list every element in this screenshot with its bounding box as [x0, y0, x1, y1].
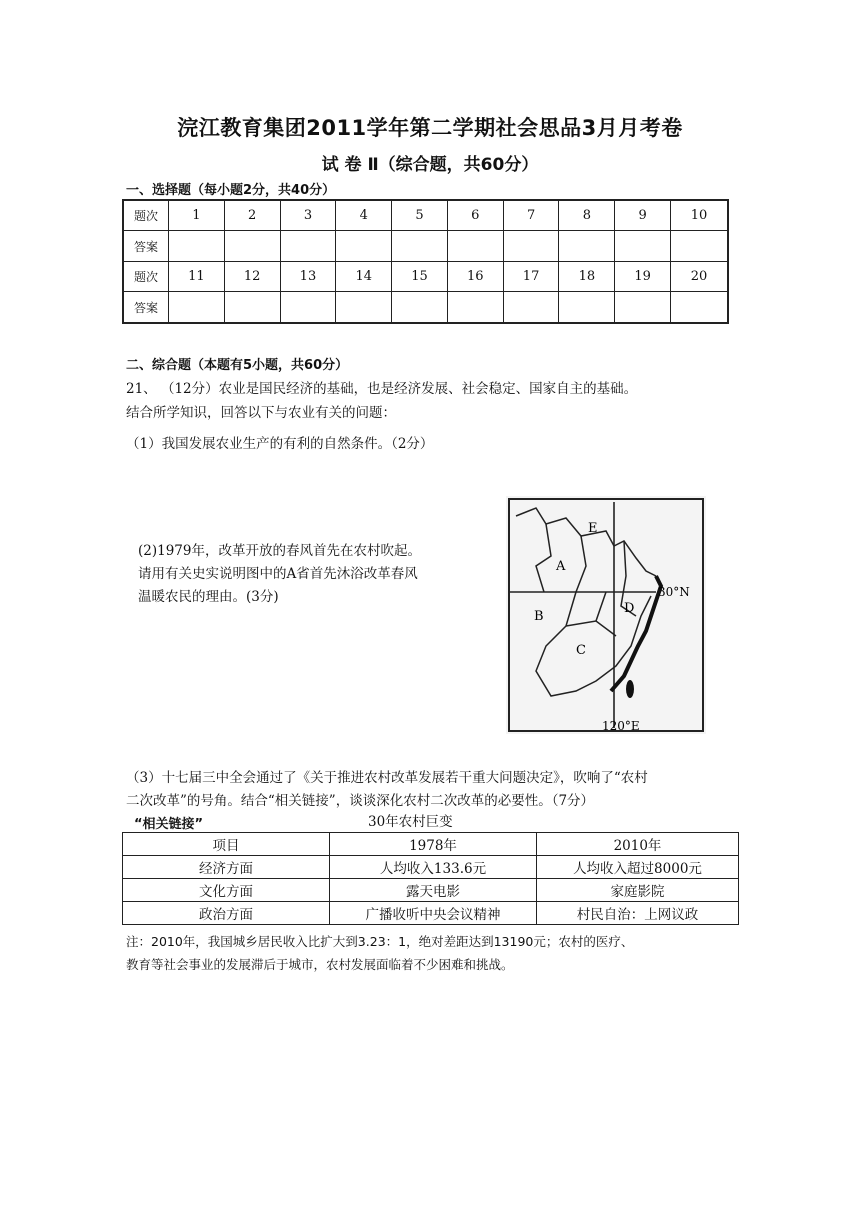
answer-cell[interactable]	[671, 231, 728, 262]
answer-cell[interactable]	[336, 231, 392, 262]
map-label-b: B	[534, 609, 544, 624]
answer-cell[interactable]	[392, 292, 448, 324]
question-number: 13	[280, 262, 336, 292]
answer-cell[interactable]	[447, 231, 503, 262]
comparison-table	[122, 832, 739, 925]
question-21-part-1: （1）我国发展农业生产的有利的自然条件。（2分）	[126, 436, 434, 452]
header-2010: 2010年	[537, 833, 739, 856]
answer-cell[interactable]	[224, 292, 280, 324]
section2-heading: 二、综合题（本题有5小题，共60分）	[126, 358, 349, 373]
question-number: 17	[503, 262, 559, 292]
row-value-1978: 人均收入133.6元	[330, 856, 537, 879]
question-21-intro: 21、 （12分）农业是国民经济的基础，也是经济发展、社会稳定、国家自主的基础。	[126, 381, 638, 397]
row-value-1978: 广播收听中央会议精神	[330, 902, 537, 925]
row-category: 文化方面	[123, 879, 330, 902]
china-east-map	[506, 496, 706, 734]
map-label-e: E	[588, 521, 598, 536]
question-21-part-2-line-2: 请用有关史实说明图中的A省首先沐浴改革春风	[138, 566, 418, 582]
table-row	[123, 902, 739, 925]
answer-cell[interactable]	[280, 231, 336, 262]
answer-cell[interactable]	[224, 231, 280, 262]
question-number: 9	[615, 200, 671, 231]
table-row	[123, 879, 739, 902]
answer-grid-number-row-2	[123, 262, 728, 292]
question-21-part-3-line-1: （3）十七届三中全会通过了《关于推进农村改革发展若干重大问题决定》，吹响了“农村	[126, 770, 648, 786]
answer-cell[interactable]	[503, 231, 559, 262]
answer-cell[interactable]	[336, 292, 392, 324]
question-number: 5	[392, 200, 448, 231]
note-line-2: 教育等社会事业的发展滞后于城市，农村发展面临着不少困难和挑战。	[126, 957, 514, 972]
answer-grid	[122, 199, 729, 324]
answer-cell[interactable]	[671, 292, 728, 324]
question-number: 15	[392, 262, 448, 292]
answer-cell[interactable]	[169, 292, 225, 324]
question-number: 8	[559, 200, 615, 231]
row-label-answer: 答案	[123, 231, 169, 262]
question-21-part-2-line-1: (2)1979年，改革开放的春风首先在农村吹起。	[138, 543, 421, 559]
question-number: 7	[503, 200, 559, 231]
map-label-d: D	[624, 601, 635, 616]
question-number: 6	[447, 200, 503, 231]
latitude-label: 30°N	[658, 585, 690, 599]
question-number: 11	[169, 262, 225, 292]
question-21-part-2-line-3: 温暖农民的理由。(3分)	[138, 589, 279, 605]
question-number: 20	[671, 262, 728, 292]
map-label-c: C	[576, 643, 586, 658]
comparison-header-row	[123, 833, 739, 856]
answer-grid-answer-row-1	[123, 231, 728, 262]
answer-grid-number-row-1	[123, 200, 728, 231]
question-number: 14	[336, 262, 392, 292]
question-21-instruction: 结合所学知识，回答以下与农业有关的问题：	[126, 405, 396, 421]
question-number: 19	[615, 262, 671, 292]
note-line-1: 注：2010年，我国城乡居民收入比扩大到3.23：1，绝对差距达到13190元；农村的医疗、	[126, 934, 634, 949]
answer-cell[interactable]	[392, 231, 448, 262]
row-value-2010: 人均收入超过8000元	[537, 856, 739, 879]
row-value-2010: 村民自治：上网议政	[537, 902, 739, 925]
section1-heading: 一、选择题（每小题2分，共40分）	[126, 183, 336, 198]
question-number: 12	[224, 262, 280, 292]
map-graphic	[506, 496, 706, 734]
table-row	[123, 856, 739, 879]
question-number: 2	[224, 200, 280, 231]
row-label-answer: 答案	[123, 292, 169, 324]
longitude-label: 120°E	[602, 719, 640, 733]
question-number: 18	[559, 262, 615, 292]
exam-title: 浣江教育集团2011学年第二学期社会思品3月月考卷	[177, 116, 683, 140]
answer-cell[interactable]	[169, 231, 225, 262]
row-label-question: 题次	[123, 262, 169, 292]
question-number: 4	[336, 200, 392, 231]
row-label-question: 题次	[123, 200, 169, 231]
answer-cell[interactable]	[503, 292, 559, 324]
question-21-part-3-line-2: 二次改革”的号角。结合“相关链接”，谈谈深化农村二次改革的必要性。（7分）	[126, 793, 595, 809]
row-value-2010: 家庭影院	[537, 879, 739, 902]
question-number: 3	[280, 200, 336, 231]
exam-subtitle: 试 卷 Ⅱ（综合题，共60分）	[321, 155, 539, 175]
question-number: 10	[671, 200, 728, 231]
row-value-1978: 露天电影	[330, 879, 537, 902]
related-links-heading: “相关链接”	[134, 817, 204, 832]
question-number: 16	[447, 262, 503, 292]
answer-cell[interactable]	[559, 231, 615, 262]
row-category: 经济方面	[123, 856, 330, 879]
answer-grid-answer-row-2	[123, 292, 728, 324]
answer-cell[interactable]	[615, 292, 671, 324]
answer-cell[interactable]	[559, 292, 615, 324]
header-item: 项目	[123, 833, 330, 856]
answer-cell[interactable]	[615, 231, 671, 262]
row-category: 政治方面	[123, 902, 330, 925]
question-number: 1	[169, 200, 225, 231]
answer-cell[interactable]	[447, 292, 503, 324]
related-links-caption: 30年农村巨变	[368, 814, 453, 830]
map-label-a: A	[556, 559, 566, 574]
answer-cell[interactable]	[280, 292, 336, 324]
header-1978: 1978年	[330, 833, 537, 856]
